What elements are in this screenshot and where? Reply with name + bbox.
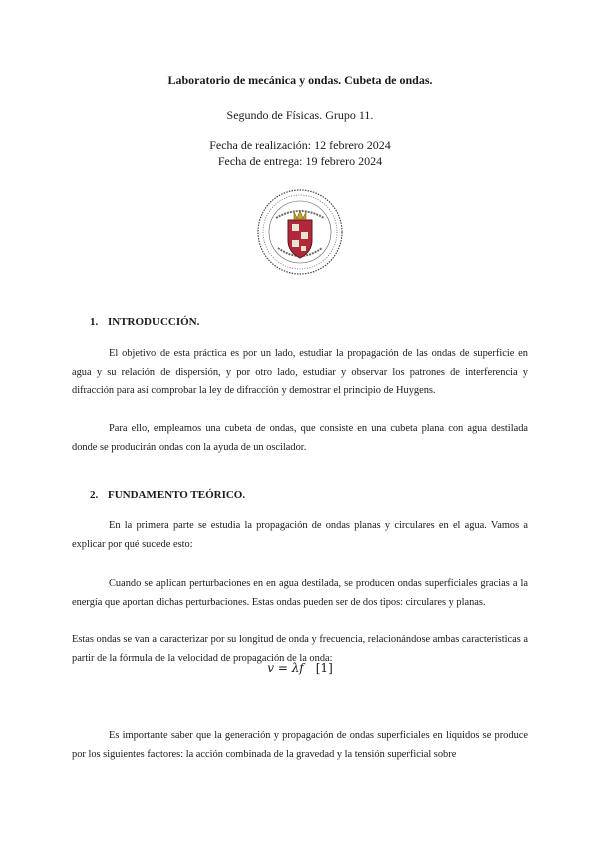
section-number: 2. [90,489,99,501]
section-heading-fundamento [90,489,245,501]
date-due: Fecha de entrega: 19 febrero 2024 [217,154,383,168]
document-subtitle: Segundo de Físicas. Grupo 11. [226,108,374,122]
paragraph: Es importante saber que la generación y propagación de ondas superficiales en líquidos se produce por los siguientes factores: la acción combinada de la gravedad y la tensión superficial sobre [72,730,528,760]
equation-formula: v = λf [267,661,304,675]
paragraph: En la primera parte se estudia la propagación de ondas planas y circulares en el agua. Vamos a explicar por qué sucede esto: [72,520,528,550]
equation [0,661,600,675]
equation-tag: [1] [315,661,333,675]
section-title: FUNDAMENTO TEÓRICO. [108,489,246,501]
paragraph: Cuando se aplican perturbaciones en en agua destilada, se producen ondas superficiales gracias a la energía que aportan dichas perturbaciones. Estas ondas pueden ser de dos tipos: circulares y planas. [72,578,528,608]
paragraph: Para ello, empleamos una cubeta de ondas, que consiste en una cubeta plana con agua destilada donde se producirán ondas con la ayuda de un oscilador. [72,423,528,453]
date-made: Fecha de realización: 12 febrero 2024 [209,138,391,152]
section-number: 1. [90,316,99,328]
section-heading-introduccion [90,316,199,328]
paragraph: Estas ondas se van a caracterizar por su longitud de onda y frecuencia, relacionándose ambas características a partir de la fórmula de la velocidad de propagación de la onda: [72,634,528,664]
section-title: INTRODUCCIÓN. [108,316,200,328]
document-title: Laboratorio de mecánica y ondas. Cubeta de ondas. [167,73,433,87]
paragraph: El objetivo de esta práctica es por un lado, estudiar la propagación de las ondas de superficie en agua y su relación de dispersión, y por otro lado, estudiar y observar los patrones de interferencia y difracción para así comprobar la ley de difracción y demostrar el principio de Huygens. [72,348,528,397]
university-seal-logo [256,188,344,276]
